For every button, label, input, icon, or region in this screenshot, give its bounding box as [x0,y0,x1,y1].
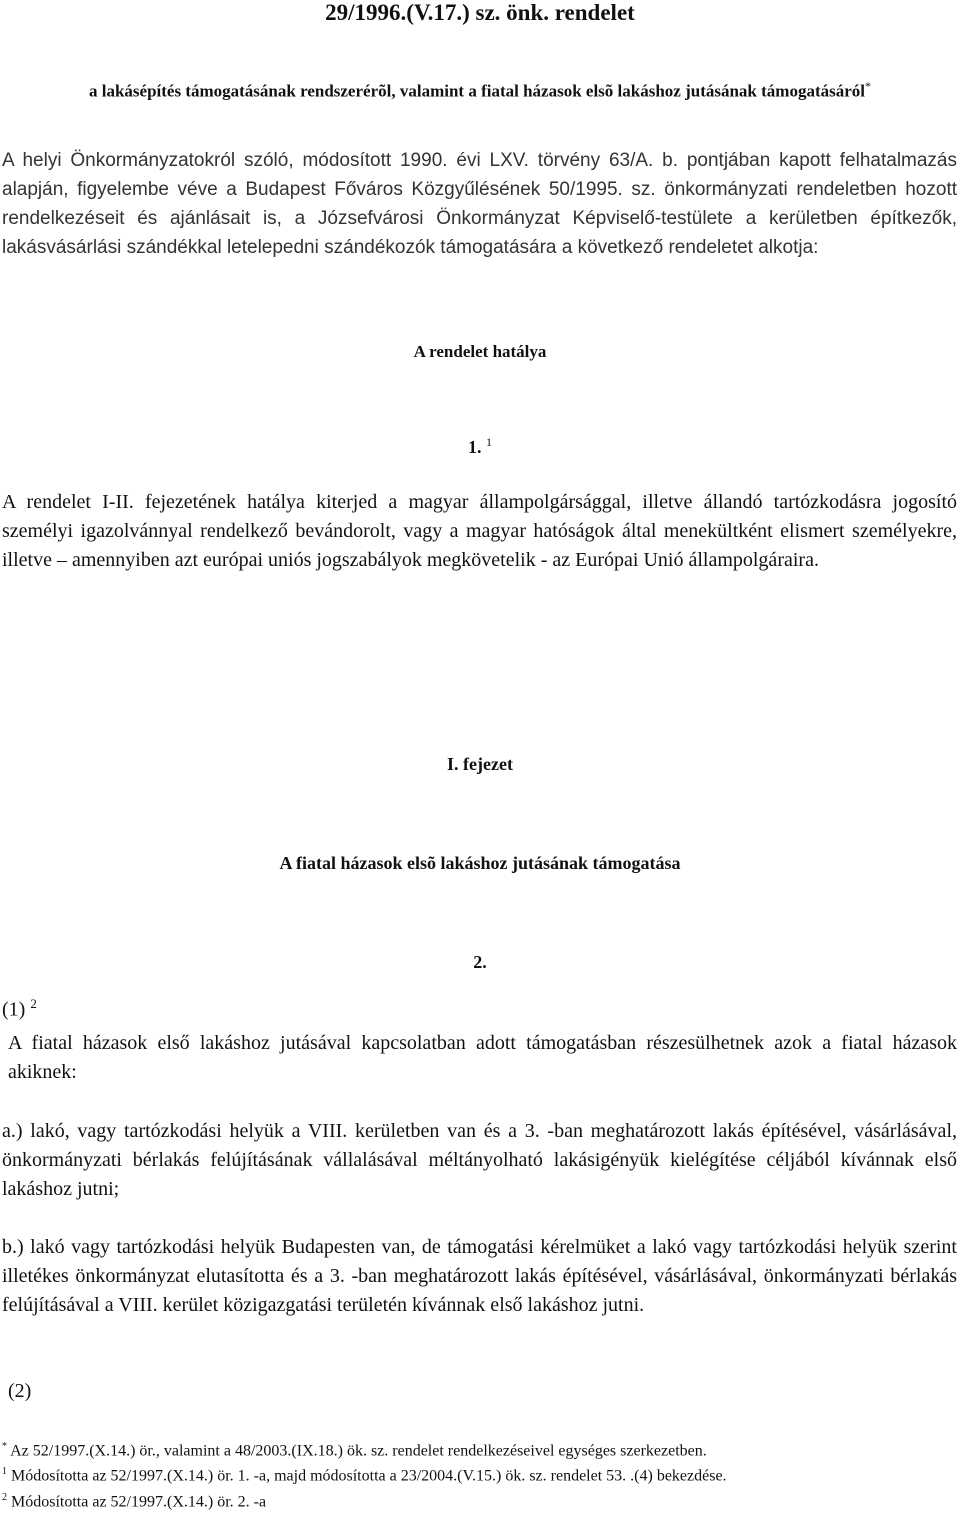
paragraph-1-text: A fiatal házasok első lakáshoz jutásával kapcsolatban adott támogatásban részesülhetnek azok a fiatal házasok akiknek: [8,1032,957,1083]
section-2-label: 2. [473,952,487,972]
item-a: a.) lakó, vagy tartózkodási helyük a VIII. kerületben van és a 3. -ban meghatározott lakás építésével, vásárlásával, önkormányzati bérlakás felújításának vállalásával méltányolható lakásigényük kielégítése céljából kívánnak első lakáshoz jutni; [2,1120,957,1200]
footnote-item [2,1487,957,1512]
section-1-footnote-mark: 1 [486,435,492,449]
chapter-title: A fiatal házasok elsõ lakáshoz jutásának támogatása [279,853,681,873]
subtitle-text: a lakásépítés támogatásának rendszerérõl, valamint a fiatal házasok elsõ lakáshoz jutásának támogatásáról [88,81,865,101]
document-title: 29/1996.(V.17.) sz. önk. rendelet [325,0,635,25]
section-1-label [0,435,960,458]
preamble: A helyi Önkormányzatokról szóló, módosított 1990. évi LXV. törvény 63/A. b. pontjában kapott felhatalmazás alapján, figyelembe véve a Budapest Főváros Közgyűlésének 50/1995. sz. önkormányzati rendeletben hozott rendelkezéseit és ajánlásait is, a Józsefvárosi Önkormányzat Képviselő-testülete a kerületben építkezők, lakásvásárlási szándékkal letelepedni szándékozók támogatására a következő rendeletet alkotja: [2,150,957,258]
chapter-label: I. fejezet [447,754,513,774]
footnote-text: Módosította az 52/1997.(X.14.) ör. 1. -a, majd módosította a 23/2004.(V.15.) ök. sz. rendelet 53. .(4) bekezdése. [7,1467,727,1485]
footnote-text: Az 52/1997.(X.14.) ör., valamint a 48/2003.(IX.18.) ök. sz. rendelet rendelkezéseivel egységes szerkezetben. [7,1442,707,1460]
footnotes [2,1436,957,1512]
heading-scope: A rendelet hatálya [413,342,547,361]
footnote-mark: 2 [2,1491,7,1503]
section-1-number: 1. [468,437,482,457]
footnote-mark: 1 [2,1466,7,1478]
footnote-item [2,1436,957,1461]
footnote-item [2,1461,957,1486]
document-subtitle [40,74,920,104]
paragraph-2-label: (2) [8,1380,32,1402]
paragraph-1-footnote-mark: 2 [30,996,37,1011]
item-b: b.) lakó vagy tartózkodási helyük Budapesten van, de támogatási kérelmüket a lakó vagy tartózkodási helyük szerint illetékes önkormányzat elutasította és a 3. -ban meghatározott lakás építésével, vásárlásával, önkormányzati bérlakás felújításával a VIII. kerület közigazgatási területén kívánnak első lakáshoz jutni. [2,1236,957,1316]
section-1-text: A rendelet I-II. fejezetének hatálya kiterjed a magyar állampolgársággal, illetve állandó tartózkodásra jogosító személyi igazolvánnyal rendelkező bevándorolt, vagy a magyar hatóságok által menekültként elismert személyekre, illetve – amennyiben azt európai uniós jogszabályok megkövetelik - az Európai Unió állampolgáraira. [2,491,957,571]
footnote-mark: * [2,1441,7,1452]
subtitle-footnote-mark: * [865,79,871,93]
paragraph-1-number: (1) [2,998,26,1021]
footnote-text: Módosította az 52/1997.(X.14.) ör. 2. -a [7,1492,267,1510]
paragraph-1-label [2,996,37,1022]
